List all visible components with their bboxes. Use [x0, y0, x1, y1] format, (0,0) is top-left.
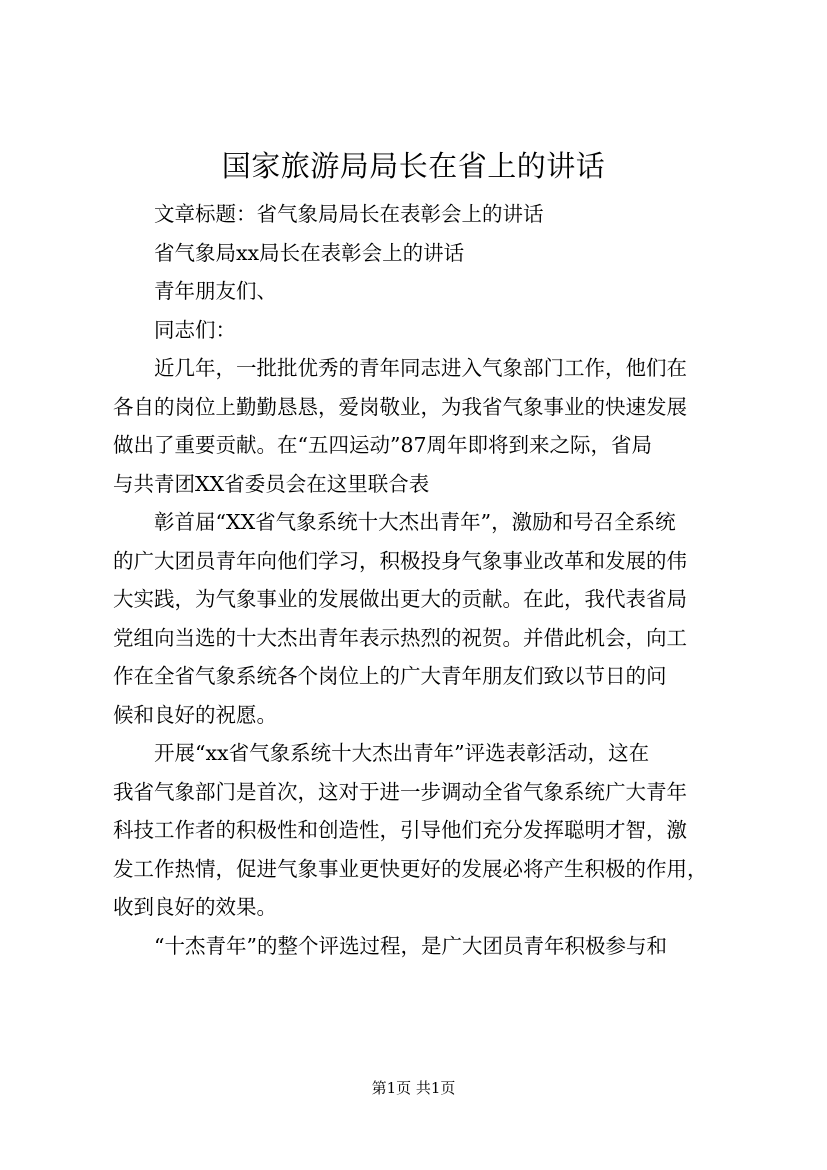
paragraph-line: 我省气象部门是首次，这对于进一步调动全省气象系统广大青年 [113, 779, 687, 804]
page-footer: 第1页 共1页 [371, 1079, 456, 1097]
paragraph-line: 彰首届“XX省气象系统十大杰出青年”，激励和号召全系统 [154, 510, 676, 534]
paragraph-line: 大实践，为气象事业的发展做出更大的贡献。在此，我代表省局 [113, 587, 687, 611]
paragraph-line: 的广大团员青年向他们学习，积极投身气象事业改革和发展的伟 [113, 548, 687, 573]
paragraph-line: 各自的岗位上勤勤恳恳，爱岗敬业，为我省气象事业的快速发展 [113, 394, 687, 419]
paragraph-line: 作在全省气象系统各个岗位上的广大青年朋友们致以节日的问 [113, 664, 667, 688]
paragraph-line: 做出了重要贡献。在“五四运动”87周年即将到来之际，省局 [113, 433, 653, 457]
salutation-line: 同志们： [154, 317, 236, 342]
paragraph-line: 发工作热情，促进气象事业更快更好的发展必将产生积极的作用， [113, 856, 708, 881]
article-title-line: 文章标题：省气象局局长在表彰会上的讲话 [154, 202, 544, 226]
document-body [113, 195, 728, 965]
paragraph-line: 与共青团XX省委员会在这里联合表 [113, 471, 430, 496]
paragraph-line: 科技工作者的积极性和创造性，引导他们充分发挥聪明才智，激 [113, 818, 687, 842]
paragraph-line: “十杰青年”的整个评选过程，是广大团员青年积极参与和 [154, 933, 667, 958]
paragraph-line: 收到良好的效果。 [113, 895, 277, 919]
speech-title-line: 省气象局xx局长在表彰会上的讲话 [154, 240, 465, 265]
paragraph-line: 候和良好的祝愿。 [113, 702, 277, 727]
paragraph-line: 开展“xx省气象系统十大杰出青年”评选表彰活动，这在 [154, 741, 650, 765]
paragraph-line: 党组向当选的十大杰出青年表示热烈的祝贺。并借此机会，向工 [113, 625, 687, 650]
document-title: 国家旅游局局长在省上的讲话 [221, 149, 606, 183]
paragraph-line: 近几年，一批批优秀的青年同志进入气象部门工作，他们在 [154, 356, 687, 380]
salutation-line: 青年朋友们、 [154, 279, 277, 303]
